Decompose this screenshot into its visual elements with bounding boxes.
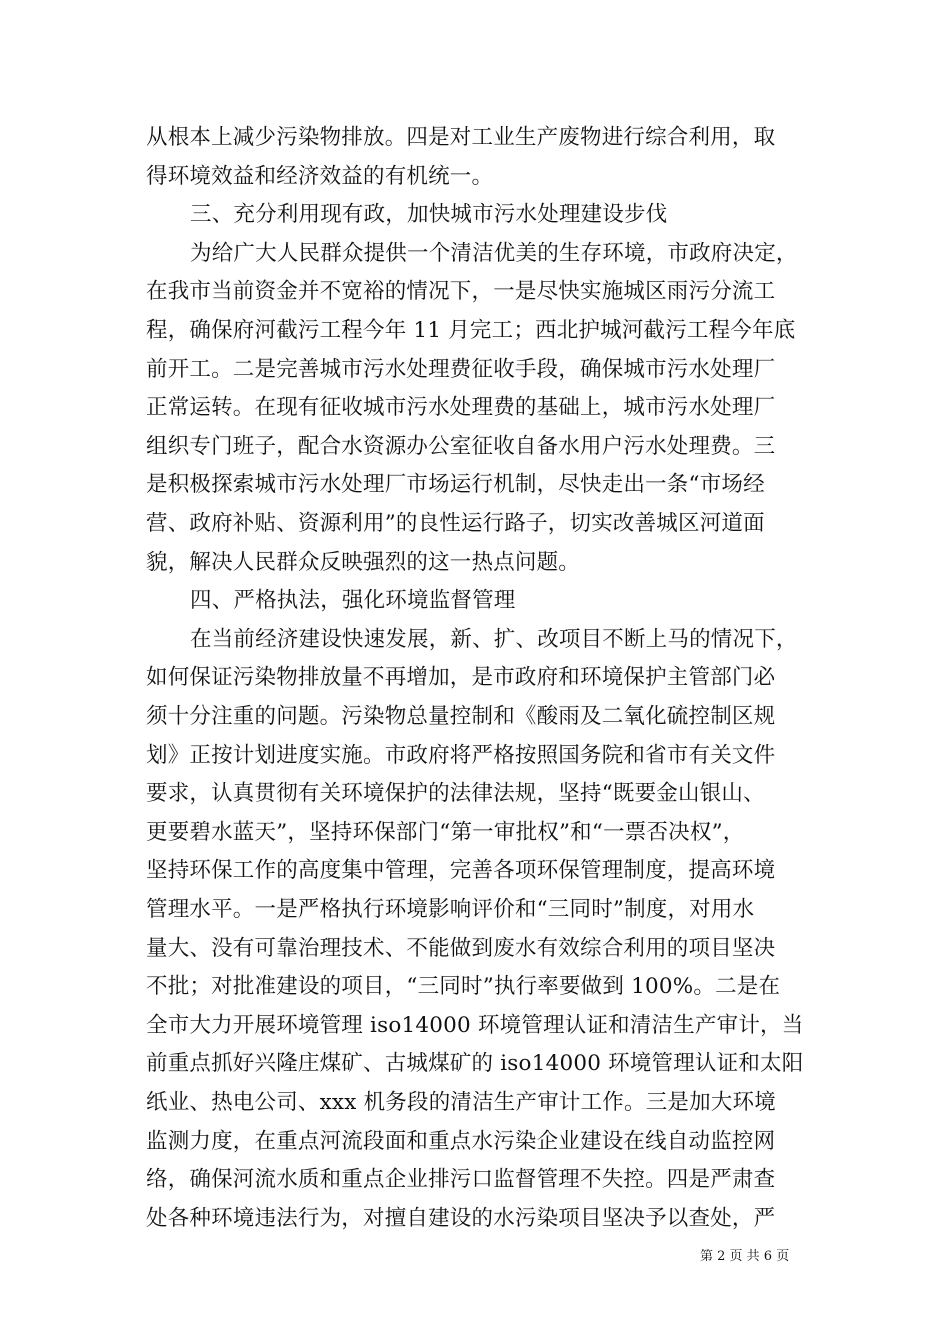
text-line: 量大、没有可靠治理技术、不能做到废水有效综合利用的项目坚决	[146, 935, 776, 961]
text-line: 为给广大人民群众提供一个清洁优美的生存环境，市政府决定，	[190, 240, 798, 266]
text-line: 营、政府补贴、资源利用”的良性运行路子，切实改善城区河道面	[146, 511, 765, 536]
text-line: 监测力度，在重点河流段面和重点水污染企业建设在线自动监控网	[146, 1128, 776, 1154]
text-line: 纸业、热电公司、xxx 机务段的清洁生产审计工作。三是加大环境	[146, 1090, 776, 1115]
text-line: 从根本上减少污染物排放。四是对工业生产废物进行综合利用，取	[146, 125, 776, 150]
text-line: 不批；对批准建设的项目，“三同时”执行率要做到 100%。二是在	[146, 974, 781, 1000]
text-line: 要求，认真贯彻有关环境保护的法律法规，坚持“既要金山银山、	[146, 781, 765, 807]
text-line: 貌，解决人民群众反映强烈的这一热点问题。	[146, 549, 581, 575]
text-line: 更要碧水蓝天”，坚持环保部门“第一审批权”和“一票否决权”，	[146, 819, 745, 845]
text-line: 全市大力开展环境管理 iso14000 环境管理认证和清洁生产审计，当	[146, 1012, 804, 1038]
text-line: 得环境效益和经济效益的有机统一。	[146, 163, 494, 189]
text-line: 前开工。二是完善城市污水处理费征收手段，确保城市污水处理厂	[146, 356, 776, 382]
text-line: 组织专门班子，配合水资源办公室征收自备水用户污水处理费。三	[146, 433, 776, 459]
page-footer: 第 2 页 共 6 页	[700, 1249, 790, 1264]
text-line: 坚持环保工作的高度集中管理，完善各项环保管理制度，提高环境	[146, 858, 776, 884]
text-line: 四、严格执法，强化环境监督管理	[190, 588, 516, 614]
text-line: 处各种环境违法行为，对擅自建设的水污染项目坚决予以查处，严	[146, 1205, 776, 1231]
text-line: 是积极探索城市污水处理厂市场运行机制，尽快走出一条“市场经	[146, 472, 765, 498]
text-line: 络，确保河流水质和重点企业排污口监督管理不失控。四是严肃查	[146, 1167, 776, 1193]
text-line: 如何保证污染物排放量不再增加，是市政府和环境保护主管部门必	[146, 665, 776, 691]
text-line: 划》正按计划进度实施。市政府将严格按照国务院和省市有关文件	[146, 742, 776, 768]
text-line: 须十分注重的问题。污染物总量控制和《酸雨及二氧化硫控制区规	[146, 704, 776, 729]
text-line: 程，确保府河截污工程今年 11 月完工；西北护城河截污工程今年底	[146, 318, 796, 343]
text-line: 正常运转。在现有征收城市污水处理费的基础上，城市污水处理厂	[146, 395, 776, 421]
text-line: 三、充分利用现有政，加快城市污水处理建设步伐	[190, 202, 668, 228]
text-line: 在当前经济建设快速发展，新、扩、改项目不断上马的情况下，	[190, 626, 798, 652]
text-line: 前重点抓好兴隆庄煤矿、古城煤矿的 iso14000 环境管理认证和太阳	[146, 1051, 804, 1077]
text-line: 在我市当前资金并不宽裕的情况下，一是尽快实施城区雨污分流工	[146, 279, 776, 305]
text-line: 管理水平。一是严格执行环境影响评价和“三同时”制度，对用水	[146, 897, 755, 922]
